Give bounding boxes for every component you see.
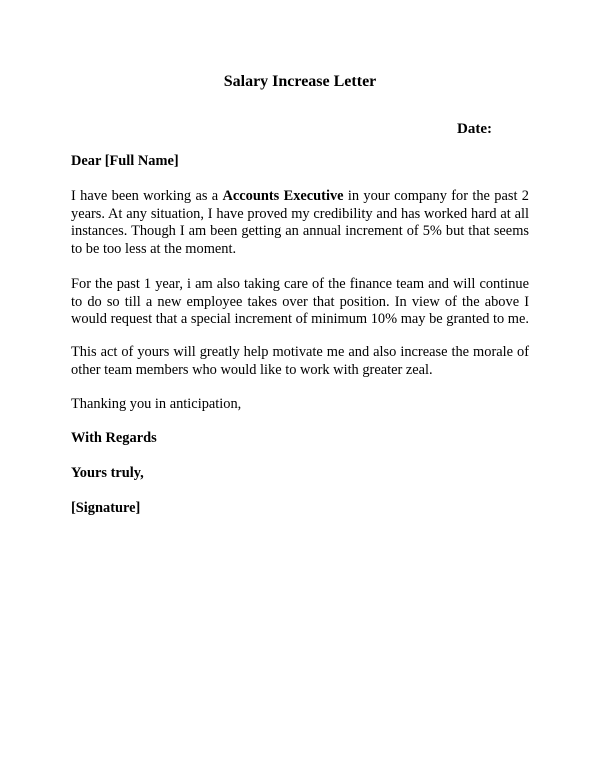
date-label: Date: bbox=[457, 121, 492, 137]
job-title-highlight: Accounts Executive bbox=[222, 188, 344, 204]
paragraph-1-after: in your company for the past 2 years. At any situation, I have proved my credibility and has worked hard at all instances. Though I am been getting an annual increment of 5% but that seems to be too less at the moment. bbox=[71, 188, 529, 257]
closing-regards: With Regards bbox=[71, 430, 157, 446]
letter-title: Salary Increase Letter bbox=[223, 73, 377, 90]
paragraph-1 bbox=[71, 188, 529, 258]
paragraph-1-before: I have been working as a bbox=[71, 188, 223, 204]
closing-thanks: Thanking you in anticipation, bbox=[71, 396, 242, 412]
salutation: Dear [Full Name] bbox=[71, 153, 179, 169]
signature-placeholder: [Signature] bbox=[71, 500, 141, 516]
paragraph-3: This act of yours will greatly help motivate me and also increase the morale of other team members who would like to work with greater zeal. bbox=[71, 344, 529, 378]
closing-yours-truly: Yours truly, bbox=[71, 465, 144, 481]
paragraph-2: For the past 1 year, i am also taking care of the finance team and will continue to do so till a new employee takes over that position. In view of the above I would request that a special increment of minimum 10% may be granted to me. bbox=[71, 276, 529, 327]
